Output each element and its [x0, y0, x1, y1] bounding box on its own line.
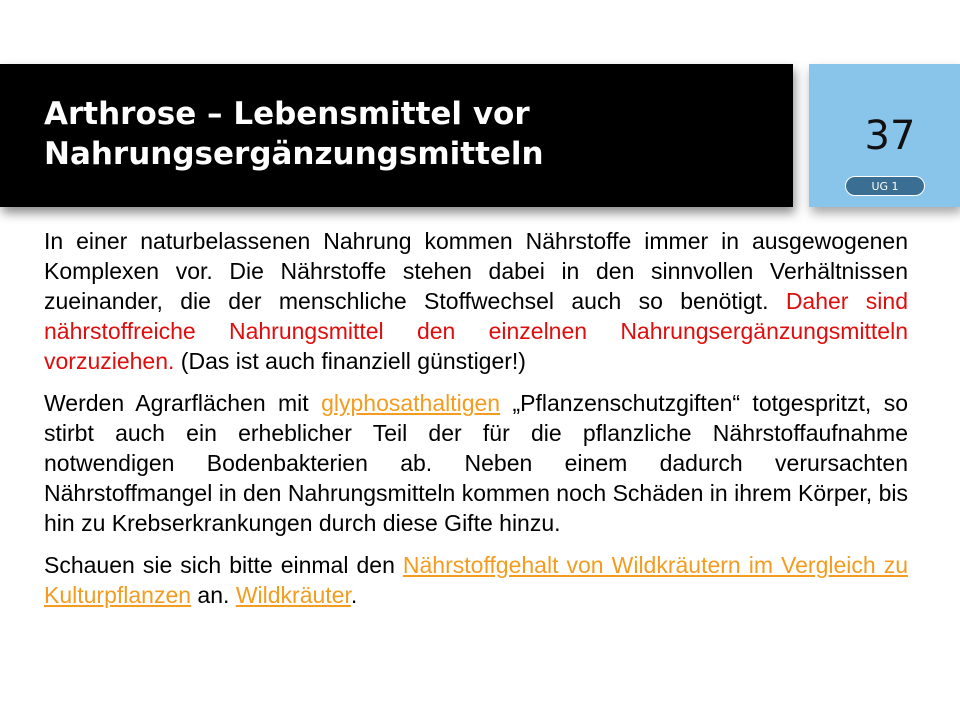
paragraph-1-text: In einer naturbelassenen Nahrung kommen Nährstoffe immer in ausgewogenen Komplexen vor. Die Nährstoffe stehen dabei in den sinnvollen Verhältnissen zueinander, die der menschliche Stoffwechsel auch so benötigt.: [44, 228, 908, 314]
page-number: 37: [864, 113, 916, 159]
paragraph-3: [44, 550, 908, 610]
paragraph-2: [44, 388, 908, 538]
highlighted-statement: Daher sind nährstoffreiche Nahrungsmittel den einzelnen Nahrungsergänzungsmitteln vorzuziehen.: [44, 288, 908, 374]
title-line-2: Nahrungsergänzungsmitteln: [44, 136, 544, 172]
nutrient-content-link[interactable]: Nährstoffgehalt von Wildkräutern im Vergleich zu Kulturpflanzen: [44, 552, 908, 608]
title-line-1: Arthrose – Lebensmittel vor: [44, 96, 530, 132]
paragraph-1: [44, 226, 908, 376]
paragraph-1-text-end: (Das ist auch finanziell günstiger!): [174, 348, 526, 374]
paragraph-2-text-end: „Pflanzenschutzgiften“ totgespritzt, so stirbt auch ein erheblicher Teil der für die pflanzliche Nährstoffaufnahme notwendigen Bodenbakterien ab. Neben einem dadurch verursachten Nährstoffmangel in den Nahrungsmitteln kommen noch Schäden in ihrem Körper, bis hin zu Krebserkrankungen durch diese Gifte hinzu.: [44, 390, 908, 536]
slide-title: [44, 94, 764, 174]
paragraph-3-text-start: Schauen sie sich bitte einmal den: [44, 552, 403, 578]
paragraph-3-text-middle: an.: [191, 582, 236, 608]
unit-badge: UG 1: [845, 176, 925, 196]
glyphosate-link[interactable]: glyphosathaltigen: [321, 390, 501, 416]
wild-herbs-link[interactable]: Wildkräuter: [235, 582, 351, 608]
paragraph-3-text-end: .: [350, 582, 358, 608]
body-text: [44, 226, 908, 622]
paragraph-2-text-start: Werden Agrarflächen mit: [44, 390, 322, 416]
